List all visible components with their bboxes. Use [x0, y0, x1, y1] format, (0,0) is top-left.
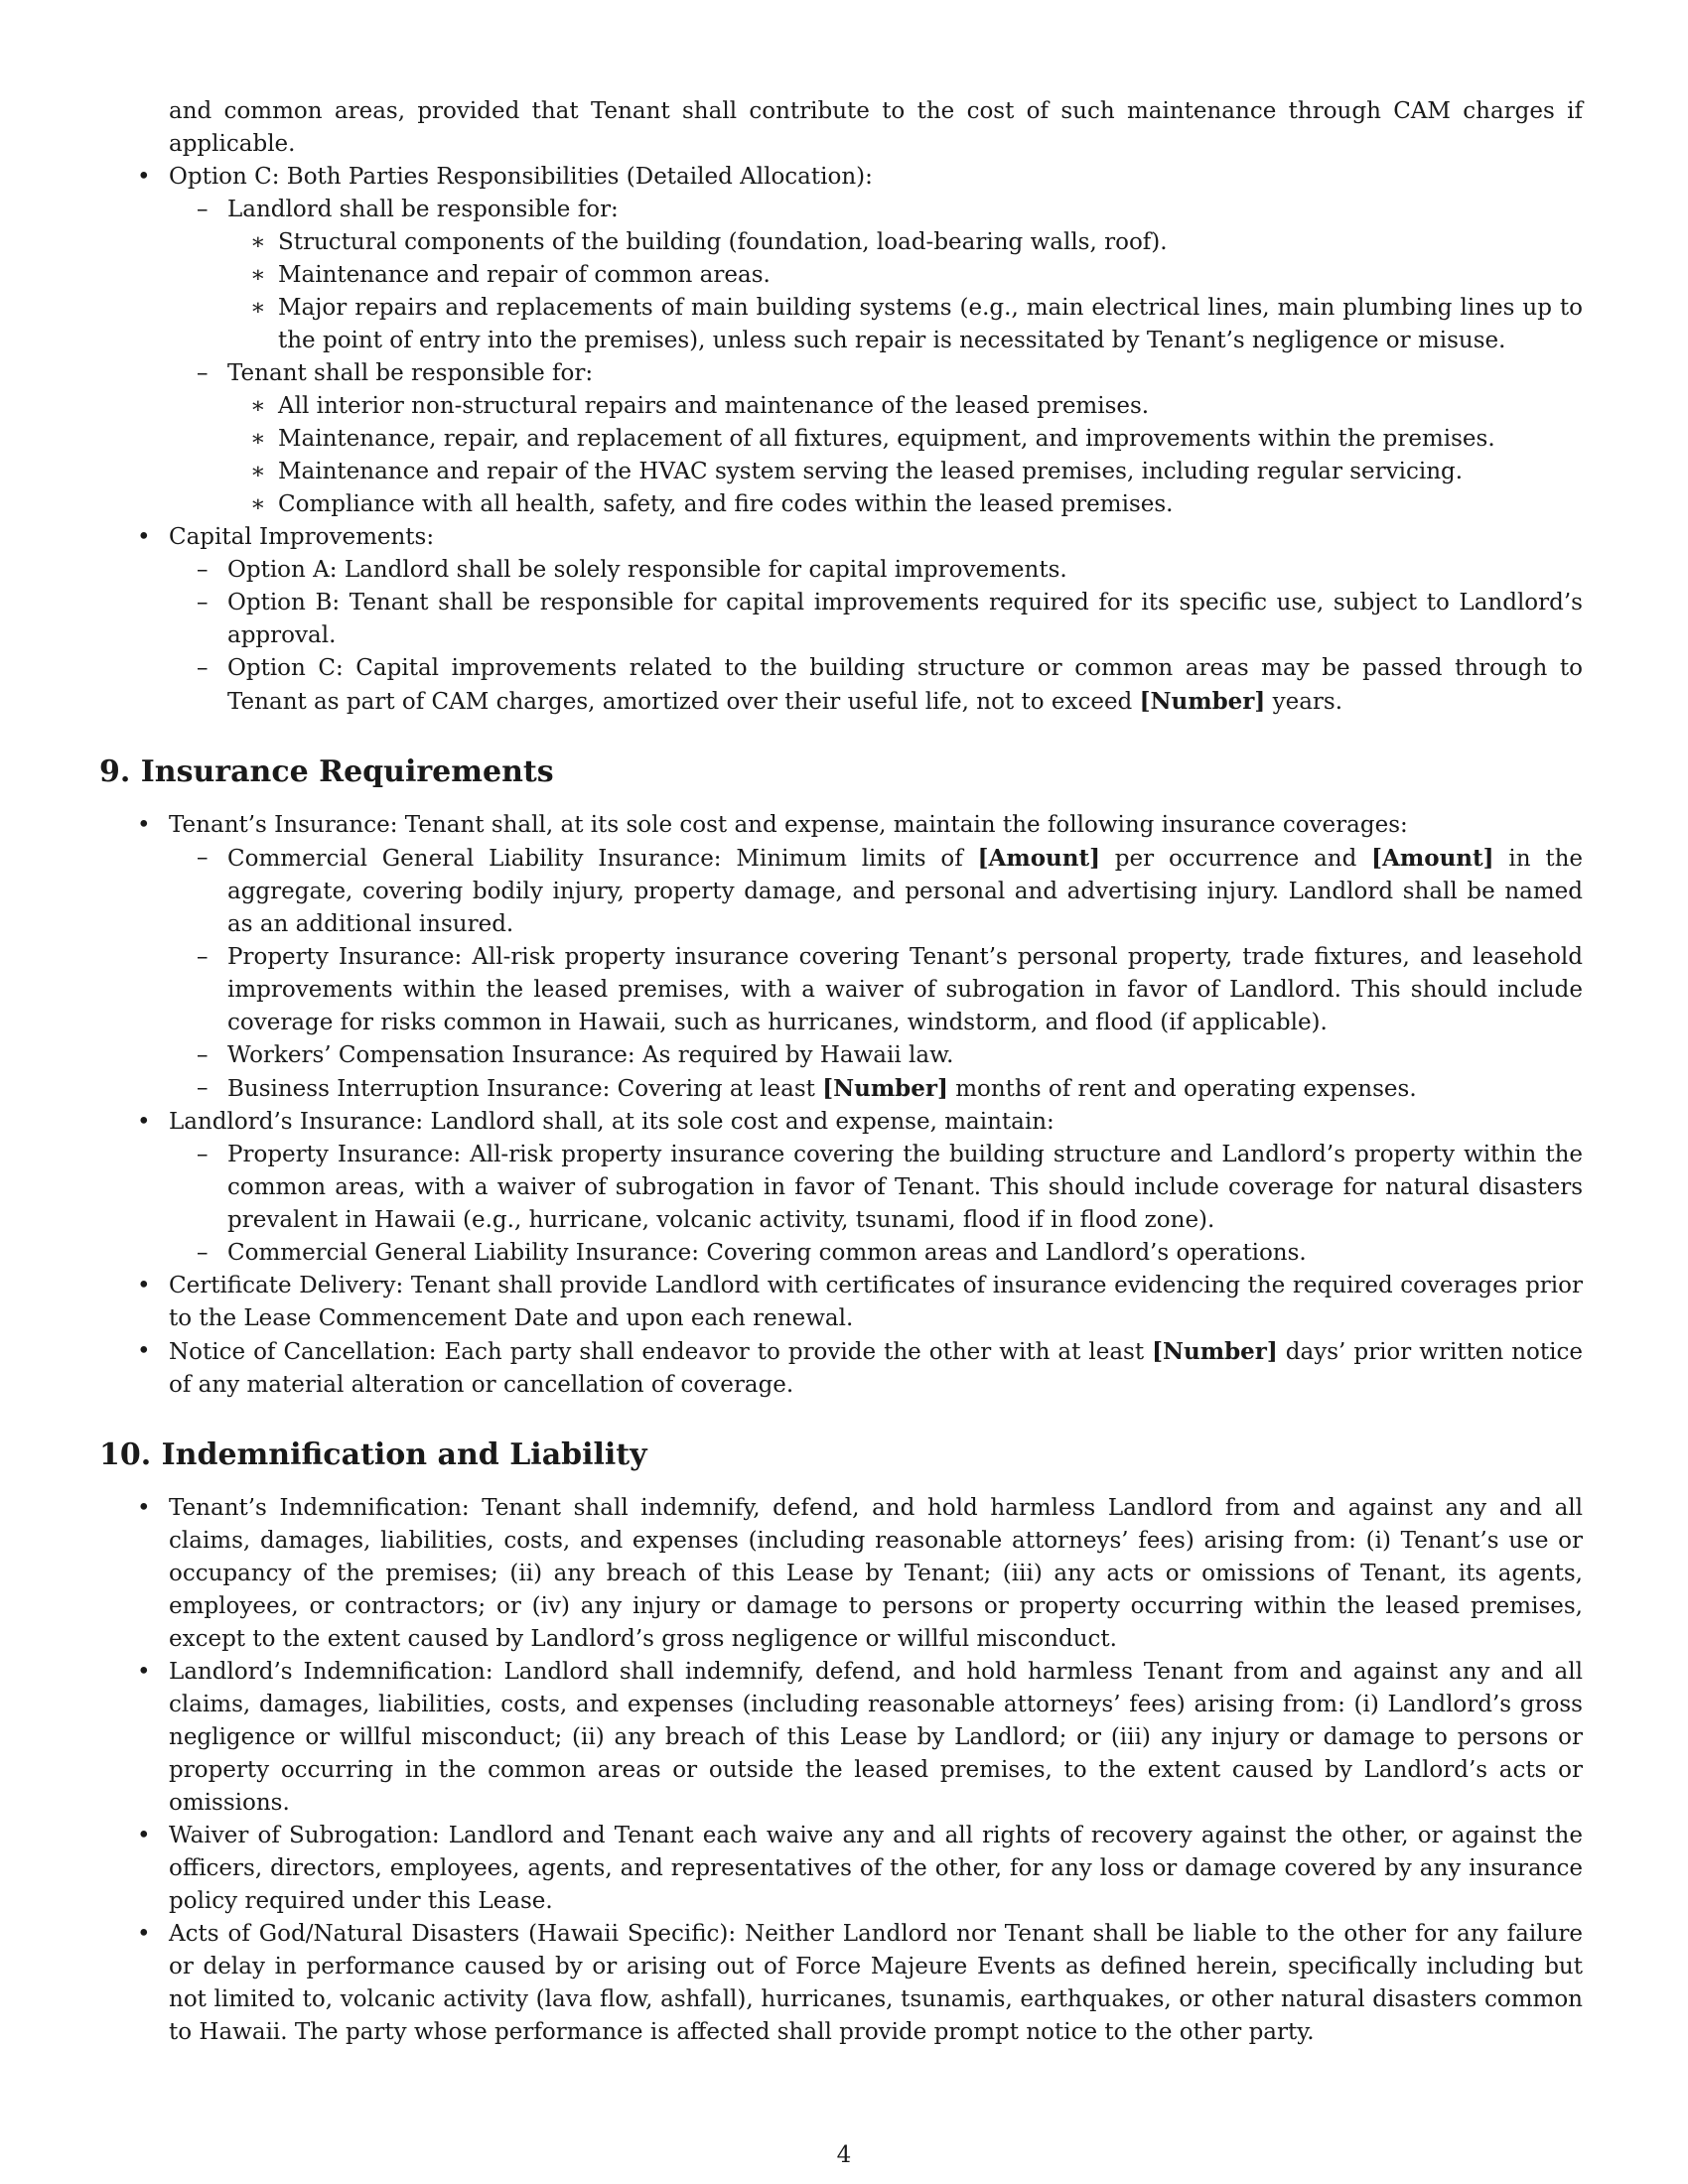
list-item-landlord-responsibilities	[99, 194, 1583, 226]
list-item	[99, 941, 1583, 1039]
list-item	[99, 1039, 1583, 1072]
list-item	[99, 456, 1583, 488]
list-item-tenant-indemnification	[99, 1492, 1583, 1656]
list-item-tenant-insurance	[99, 809, 1583, 842]
bullet-marker: •	[137, 1338, 151, 1364]
list-item	[99, 1139, 1583, 1237]
text-run: months of rent and operating expenses.	[947, 1076, 1417, 1102]
dash-marker: –	[197, 590, 209, 615]
star-marker: ∗	[250, 229, 266, 255]
bullet-marker: •	[137, 1921, 151, 1947]
landlord-cgl: Commercial General Liability Insurance: Covering common areas and Landlord’s operations.	[227, 1240, 1307, 1266]
bullet-marker: •	[137, 1823, 151, 1848]
dash-marker: –	[197, 1142, 209, 1167]
list-item	[99, 652, 1583, 719]
landlord-item: Structural components of the building (foundation, load-bearing walls, roof).	[278, 229, 1168, 255]
landlord-item: Major repairs and replacements of main building systems (e.g., main electrical lines, main plumbing lines up to the point of entry into the premises), unless such repair is necessitated by Tenant’s negligence or misuse.	[278, 295, 1583, 353]
star-marker: ∗	[250, 491, 266, 517]
text-run: days’ prior written notice of any material alteration or cancellation of coverage.	[169, 1339, 1583, 1398]
dash-marker: –	[197, 655, 209, 681]
bullet-marker: •	[137, 164, 151, 190]
placeholder-amount: [Amount]	[1371, 845, 1494, 872]
dash-marker: –	[197, 557, 209, 583]
bullet-marker: •	[137, 1495, 151, 1521]
tenant-insurance-text: Tenant’s Insurance: Tenant shall, at its sole cost and expense, maintain the following insurance coverages:	[169, 812, 1408, 838]
capital-option-c-text	[227, 655, 1583, 715]
option-c-text: Option C: Both Parties Responsibilities (Detailed Allocation):	[169, 164, 873, 190]
dash-marker: –	[197, 1075, 209, 1101]
text-run: Commercial General Liability Insurance: Minimum limits of	[227, 846, 978, 872]
list-item	[99, 1072, 1583, 1106]
capital-option-b: Option B: Tenant shall be responsible for capital improvements required for its specific use, subject to Landlord’s approval.	[227, 590, 1583, 648]
star-marker: ∗	[250, 426, 266, 452]
placeholder-amount: [Amount]	[977, 845, 1100, 872]
placeholder-number: [Number]	[1152, 1338, 1278, 1365]
list-item-capital-improvements	[99, 521, 1583, 554]
business-interruption	[227, 1076, 1417, 1102]
text-run: Business Interruption Insurance: Covering at least	[227, 1076, 823, 1102]
workers-comp: Workers’ Compensation Insurance: As required by Hawaii law.	[227, 1042, 954, 1068]
dash-marker: –	[197, 944, 209, 970]
acts-of-god-text: Acts of God/Natural Disasters (Hawaii Specific): Neither Landlord nor Tenant shall be liable to the other for any failure or delay in performance caused by or arising out of Force Majeure Events as defined herein, specifically including but not limited to, volcanic activity (lava flow, ashfall), hurricanes, tsunamis, earthquakes, or other natural disasters common to Hawaii. The party whose performance is affected shall provide prompt notice to the other party.	[169, 1921, 1583, 2045]
text-run: Option C: Capital improvements related to the building structure or common areas may be passed through to Tenant as part of CAM charges, amortized over their useful life, not to exceed	[227, 655, 1583, 715]
landlord-heading: Landlord shall be responsible for:	[227, 197, 619, 222]
star-marker: ∗	[250, 295, 266, 321]
placeholder-number: [Number]	[822, 1075, 948, 1102]
dash-marker: –	[197, 1042, 209, 1068]
list-item	[99, 488, 1583, 521]
tenant-indemnification-text: Tenant’s Indemnification: Tenant shall indemnify, defend, and hold harmless Landlord from and against any and all claims, damages, liabilities, costs, and expenses (including reasonable attorneys’ fees) arising from: (i) Tenant’s use or occupancy of the premises; (ii) any breach of this Lease by Tenant; (iii) any acts or omissions of Tenant, its agents, employees, or contractors; or (iv) any injury or damage to persons or property occurring within the leased premises, except to the extent caused by Landlord’s gross negligence or willful misconduct.	[169, 1495, 1583, 1652]
page-number: 4	[836, 2142, 852, 2168]
list-item-certificate	[99, 1270, 1583, 1335]
cgl-text	[227, 846, 1583, 937]
star-marker: ∗	[250, 459, 266, 484]
bullet-marker: •	[137, 524, 151, 550]
capital-option-a: Option A: Landlord shall be solely responsible for capital improvements.	[227, 557, 1067, 583]
list-item	[99, 390, 1583, 423]
dash-marker: –	[197, 197, 209, 222]
list-item-option-c	[99, 161, 1583, 194]
bullet-marker: •	[137, 1273, 151, 1298]
text-run: per occurrence and	[1099, 846, 1372, 872]
list-item	[99, 259, 1583, 292]
list-item	[99, 423, 1583, 456]
list-item-landlord-insurance	[99, 1106, 1583, 1139]
bullet-marker: •	[137, 812, 151, 838]
tenant-property-insurance: Property Insurance: All-risk property insurance covering Tenant’s personal property, trade fixtures, and leasehold improvements within the leased premises, with a waiver of subrogation in favor of Landlord. This should include coverage for risks common in Hawaii, such as hurricanes, windstorm, and flood (if applicable).	[227, 944, 1583, 1035]
list-item-acts-of-god	[99, 1918, 1583, 2049]
text-run: years.	[1265, 689, 1343, 715]
list-item	[99, 1237, 1583, 1270]
list-item	[99, 554, 1583, 587]
section-9-heading: 9. Insurance Requirements	[99, 754, 554, 789]
list-item-landlord-indemnification	[99, 1656, 1583, 1820]
capital-heading: Capital Improvements:	[169, 524, 435, 550]
tenant-item: Maintenance, repair, and replacement of all fixtures, equipment, and improvements within the premises.	[278, 426, 1495, 452]
landlord-item: Maintenance and repair of common areas.	[278, 262, 771, 288]
tenant-item: Maintenance and repair of the HVAC system serving the leased premises, including regular servicing.	[278, 459, 1464, 484]
notice-text	[169, 1339, 1583, 1398]
list-item	[99, 226, 1583, 259]
dash-marker: –	[197, 845, 209, 871]
list-item-notice	[99, 1335, 1583, 1402]
tenant-item: All interior non-structural repairs and maintenance of the leased premises.	[278, 393, 1150, 419]
dash-marker: –	[197, 360, 209, 386]
list-item	[99, 292, 1583, 357]
star-marker: ∗	[250, 393, 266, 419]
text-run: Notice of Cancellation: Each party shall endeavor to provide the other with at least	[169, 1339, 1153, 1365]
list-item-tenant-responsibilities	[99, 357, 1583, 390]
landlord-indemnification-text: Landlord’s Indemnification: Landlord shall indemnify, defend, and hold harmless Tenant from and against any and all claims, damages, liabilities, costs, and expenses (including reasonable attorneys’ fees) arising from: (i) Landlord’s gross negligence or willful misconduct; (ii) any breach of this Lease by Landlord; or (iii) any injury or damage to persons or property occurring in the common areas or outside the leased premises, to the extent caused by Landlord’s acts or omissions.	[169, 1659, 1583, 1816]
landlord-property-insurance: Property Insurance: All-risk property insurance covering the building structure and Landlord’s property within the common areas, with a waiver of subrogation in favor of Tenant. This should include coverage for natural disasters prevalent in Hawaii (e.g., hurricane, volcanic activity, tsunami, flood if in flood zone).	[227, 1142, 1583, 1233]
certificate-text: Certificate Delivery: Tenant shall provide Landlord with certificates of insurance evidencing the required coverages prior to the Lease Commencement Date and upon each renewal.	[169, 1273, 1583, 1331]
waiver-text: Waiver of Subrogation: Landlord and Tenant each waive any and all rights of recovery against the other, or against the officers, directors, employees, agents, and representatives of the other, for any loss or damage covered by any insurance policy required under this Lease.	[169, 1823, 1583, 1914]
bullet-marker: •	[137, 1109, 151, 1135]
text-run: in the aggregate, covering bodily injury, property damage, and personal and advertising injury. Landlord shall be named as an additional insured.	[227, 846, 1584, 937]
tenant-item: Compliance with all health, safety, and fire codes within the leased premises.	[278, 491, 1174, 517]
list-item-waiver	[99, 1820, 1583, 1918]
list-item	[99, 842, 1583, 941]
intro-continuation: and common areas, provided that Tenant shall contribute to the cost of such maintenance through CAM charges if applicable.	[169, 98, 1583, 157]
star-marker: ∗	[250, 262, 266, 288]
tenant-heading: Tenant shall be responsible for:	[227, 360, 594, 386]
list-item	[99, 587, 1583, 652]
landlord-insurance-text: Landlord’s Insurance: Landlord shall, at its sole cost and expense, maintain:	[169, 1109, 1055, 1135]
section-10-heading: 10. Indemnification and Liability	[99, 1437, 647, 1472]
bullet-marker: •	[137, 1659, 151, 1685]
placeholder-number: [Number]	[1139, 688, 1266, 715]
dash-marker: –	[197, 1240, 209, 1266]
